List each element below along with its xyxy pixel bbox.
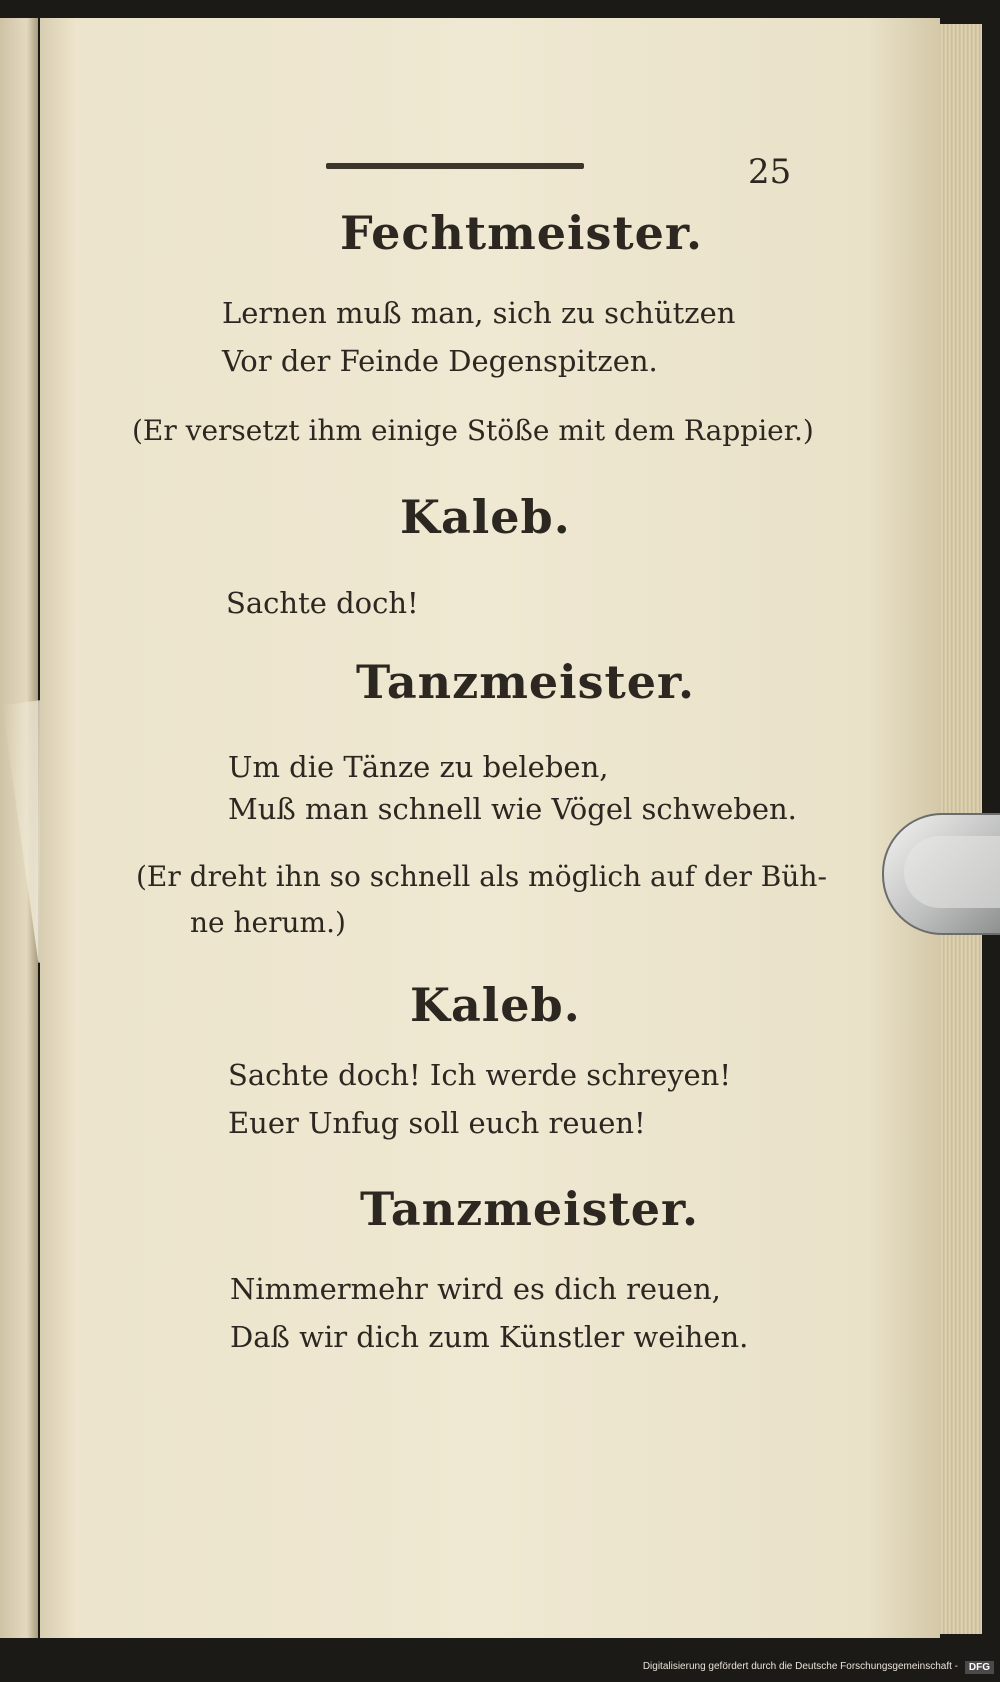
verse-line: Sachte doch! Ich werde schreyen! — [228, 1058, 732, 1092]
verse-line: Nimmermehr wird es dich reuen, — [230, 1272, 721, 1306]
verse-line: Sachte doch! — [226, 586, 419, 620]
digitization-credit: Digitalisierung gefördert durch die Deutsche Forschungsgemeinschaft - — [642, 1661, 958, 1672]
verse-line: Vor der Feinde Degenspitzen. — [222, 344, 658, 378]
header-rule — [326, 163, 584, 169]
speaker-heading: Fechtmeister. — [340, 206, 703, 260]
verse-line: Um die Tänze zu beleben, — [228, 750, 609, 784]
stage-direction: (Er dreht ihn so schnell als möglich auf der Büh- — [136, 860, 827, 893]
scan-footer-bar — [0, 1638, 1000, 1682]
verse-line: Muß man schnell wie Vögel schweben. — [228, 792, 797, 826]
page-number: 25 — [748, 152, 792, 192]
speaker-heading: Kaleb. — [410, 978, 581, 1032]
page-clip-inner — [904, 836, 1000, 908]
verse-line: Euer Unfug soll euch reuen! — [228, 1106, 646, 1140]
speaker-heading: Tanzmeister. — [356, 655, 696, 709]
verse-line: Daß wir dich zum Künstler weihen. — [230, 1320, 749, 1354]
stage-direction: ne herum.) — [190, 906, 346, 939]
stage-direction: (Er versetzt ihm einige Stöße mit dem Rappier.) — [132, 414, 814, 447]
verse-line: Lernen muß man, sich zu schützen — [222, 296, 736, 330]
speaker-heading: Tanzmeister. — [360, 1182, 700, 1236]
book-page — [40, 18, 940, 1638]
speaker-heading: Kaleb. — [400, 490, 571, 544]
dfg-logo: DFG — [965, 1661, 994, 1674]
